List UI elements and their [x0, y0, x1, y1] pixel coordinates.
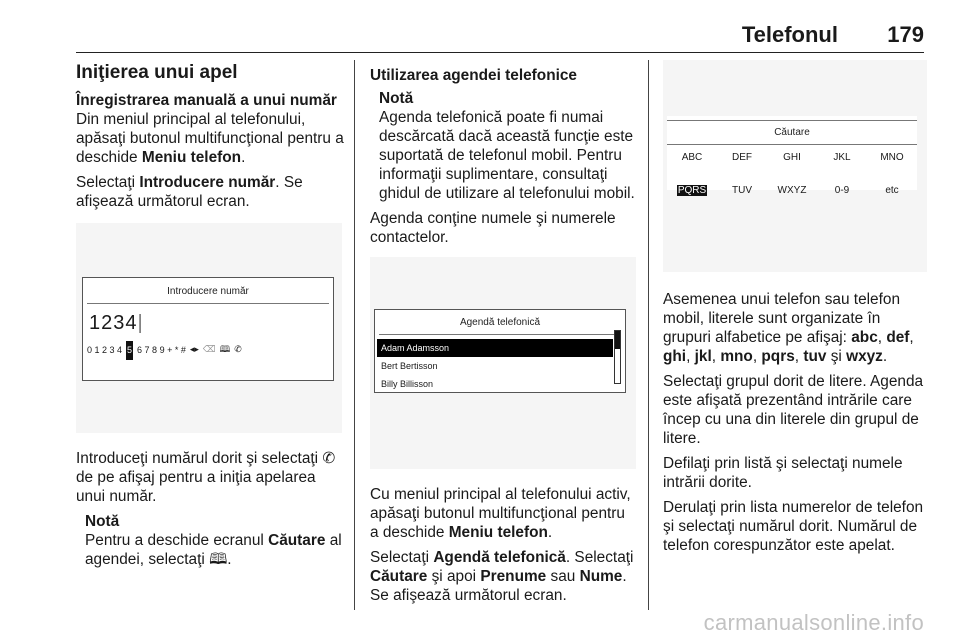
keypad-keys[interactable]: 6 7 8 9 + * #: [137, 345, 186, 355]
call-icon[interactable]: ✆: [234, 345, 242, 355]
paragraph: Derulaţi prin lista numerelor de telefon şi selectaţi numărul dorit. Numărul de telefon corespunzător este apelat.: [663, 499, 924, 554]
list-item[interactable]: Billy Billisson: [381, 379, 434, 389]
paragraph: Selectaţi Introducere număr. Se afişează următorul ecran.: [76, 174, 303, 210]
column-divider: [648, 60, 649, 610]
letter-group[interactable]: GHI: [783, 152, 801, 163]
keypad-row: [87, 341, 333, 360]
letter-group[interactable]: etc: [885, 185, 899, 196]
column-3: [663, 60, 929, 561]
page-title: Telefonul: [741, 22, 838, 47]
note-text: Agenda telefonică poate fi numai descărcată dacă această funcţie este suportată de telefonul mobil. Pentru informaţii suplimentare, consultaţi ghidul de utilizare al telefonului mobil.: [379, 109, 635, 202]
paragraph: Cu meniul principal al telefonului activ, apăsaţi butonul multifuncţional pentru a deschide Meniu telefon.: [370, 486, 631, 541]
dialog-title: Agendă telefonică: [379, 313, 621, 335]
letter-group[interactable]: WXYZ: [777, 185, 807, 196]
scrollbar-thumb[interactable]: [615, 331, 620, 349]
page-number: 179: [887, 22, 924, 47]
number-entry-screen: [76, 223, 342, 433]
column-1: [76, 60, 344, 575]
number-entry-dialog: [82, 277, 334, 381]
dialog-title: Căutare: [667, 120, 917, 145]
note: Notă Pentru a deschide ecranul Căutare al agendei, selectaţi 🕮.: [76, 512, 344, 569]
section-heading: Iniţierea unui apel: [76, 62, 238, 83]
paragraph: Agenda conţine numele şi numerele contactelor.: [370, 210, 616, 246]
paragraph: Asemenea unui telefon sau telefon mobil, literele sunt organizate în grupuri alfabetice pe afişaj: abc, def, ghi, jkl, mno, pqrs, tuv şi wxyz.: [663, 291, 914, 365]
search-screen: [663, 60, 927, 272]
paragraph: Selectaţi Agendă telefonică. Selectaţi Căutare şi apoi Prenume sau Nume. Se afişează următorul ecran.: [370, 549, 634, 604]
entered-digits: 1234|: [89, 312, 144, 334]
letter-group-grid: [667, 148, 917, 200]
dialog-title: Introducere număr: [87, 282, 329, 304]
letter-group[interactable]: TUV: [732, 185, 752, 196]
paragraph: Selectaţi grupul dorit de litere. Agenda este afişată prezentând intrările care încep cu una din literele din grupul de litere.: [663, 373, 924, 447]
note-title: Notă: [379, 90, 414, 107]
phonebook-dialog: [374, 309, 626, 393]
keypad-keys[interactable]: 0 1 2 3 4: [87, 345, 123, 355]
contact-list: [377, 339, 613, 393]
letter-group[interactable]: DEF: [732, 152, 752, 163]
column-2: [370, 60, 636, 611]
cursor-arrows-icon[interactable]: ◂▸: [189, 345, 199, 355]
backspace-icon[interactable]: ⌫: [202, 345, 216, 355]
call-icon: ✆: [322, 449, 336, 467]
search-dialog: [667, 116, 917, 196]
page-header: [76, 0, 924, 53]
keypad-key-selected[interactable]: 5: [126, 341, 133, 360]
phonebook-screen: [370, 257, 636, 469]
letter-group[interactable]: JKL: [833, 152, 851, 163]
list-item[interactable]: Adam Adamsson: [377, 339, 613, 357]
letter-group[interactable]: MNO: [880, 152, 904, 163]
note-title: Notă: [85, 513, 120, 530]
phonebook-icon: 🕮: [209, 550, 228, 568]
paragraph: Introduceţi numărul dorit şi selectaţi ✆ de pe afişaj pentru a iniţia apelarea unui număr.: [76, 449, 336, 505]
scrollbar[interactable]: [614, 330, 621, 384]
paragraph: Defilaţi prin listă şi selectaţi numele intrării dorite.: [663, 455, 903, 491]
note: [370, 89, 636, 203]
paragraph: Din meniul principal al telefonului, apăsaţi butonul multifuncţional pentru a deschide Meniu telefon.: [76, 111, 344, 166]
letter-group[interactable]: ABC: [681, 152, 703, 163]
list-item[interactable]: Bert Bertisson: [381, 361, 438, 371]
subsection-heading: Înregistrarea manuală a unui număr: [76, 92, 337, 109]
watermark: carmanualsonline.info: [703, 610, 924, 635]
letter-group-selected[interactable]: PQRS: [677, 185, 707, 196]
subsection-heading: Utilizarea agendei telefonice: [370, 67, 577, 84]
letter-group[interactable]: 0-9: [834, 185, 850, 196]
column-divider: [354, 60, 355, 610]
phonebook-icon[interactable]: 🕮: [219, 345, 231, 355]
